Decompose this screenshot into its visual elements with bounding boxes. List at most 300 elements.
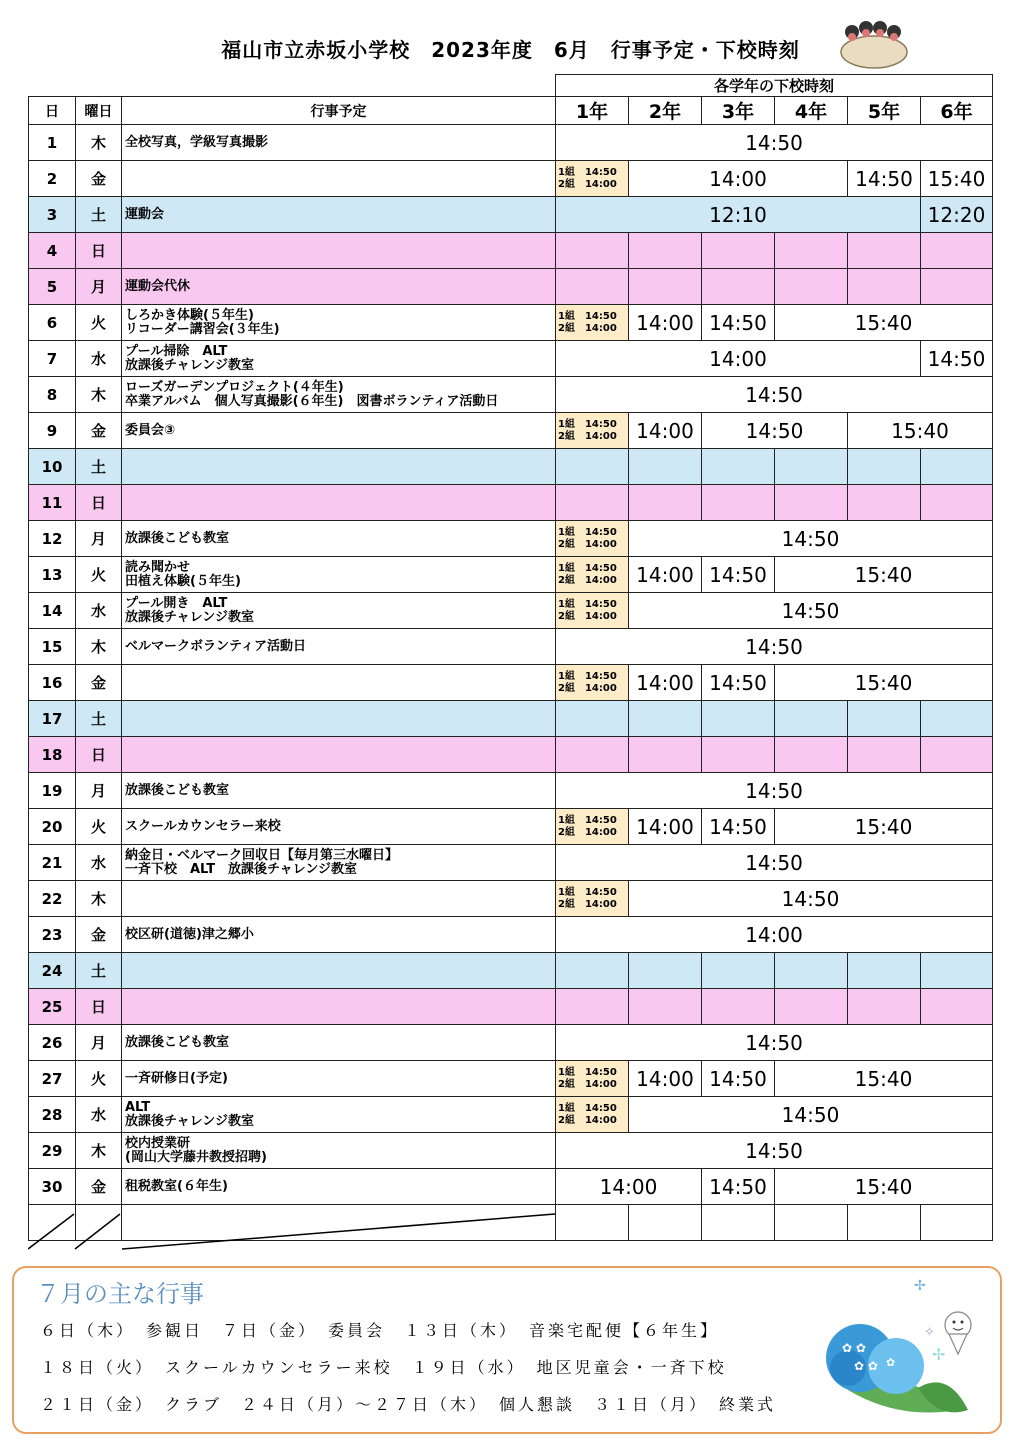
weekday-cell: 金 xyxy=(76,413,122,449)
event-line: プール開き ALT xyxy=(125,595,228,611)
event-line: 一斉下校 ALT 放課後チャレンジ教室 xyxy=(125,861,358,877)
day-cell: 16 xyxy=(29,665,76,701)
events-cell xyxy=(122,341,556,377)
time-cell-empty xyxy=(775,953,848,989)
weekday-cell: 日 xyxy=(76,737,122,773)
dismissal-time-cell: 15:40 xyxy=(775,557,993,593)
class-1-time: 1組 14:50 xyxy=(558,1066,617,1078)
table-row xyxy=(29,917,993,953)
events-cell xyxy=(122,809,556,845)
empty-cell xyxy=(556,1205,629,1241)
dismissal-time-cell: 14:50 xyxy=(629,521,993,557)
dismissal-time-cell: 14:50 xyxy=(556,377,993,413)
class-split-time-cell xyxy=(556,161,629,197)
table-row xyxy=(29,521,993,557)
day-cell: 1 xyxy=(29,125,76,161)
table-row xyxy=(29,449,993,485)
time-cell-empty xyxy=(702,233,775,269)
table-row xyxy=(29,629,993,665)
table-row xyxy=(29,953,993,989)
time-cell-empty xyxy=(775,701,848,737)
event-line: リコーダー講習会(３年生) xyxy=(125,321,280,337)
day-cell: 7 xyxy=(29,341,76,377)
weekday-cell: 水 xyxy=(76,1097,122,1133)
event-line: 放課後こども教室 xyxy=(125,530,230,546)
day-cell: 10 xyxy=(29,449,76,485)
day-cell: 21 xyxy=(29,845,76,881)
time-cell-empty xyxy=(556,233,629,269)
event-line: 全校写真，学級写真撮影 xyxy=(125,134,269,150)
july-line-3: ２１日（金） クラブ ２４日（月）～２７日（木） 個人懇談 ３１日（月） 終業式 xyxy=(40,1395,777,1414)
events-cell xyxy=(122,269,556,305)
weekday-cell: 木 xyxy=(76,881,122,917)
dismissal-time-cell: 15:40 xyxy=(775,665,993,701)
events-cell xyxy=(122,1133,556,1169)
table-row xyxy=(29,1061,993,1097)
class-1-time: 1組 14:50 xyxy=(558,166,617,178)
weekday-cell: 土 xyxy=(76,197,122,233)
dismissal-time-cell: 14:50 xyxy=(702,305,775,341)
day-cell: 3 xyxy=(29,197,76,233)
dismissal-time-cell: 14:00 xyxy=(629,161,848,197)
event-line: ベルマークボランティア活動日 xyxy=(125,638,306,654)
class-split-time-cell xyxy=(556,557,629,593)
table-row xyxy=(29,809,993,845)
events-cell xyxy=(122,1097,556,1133)
header-weekday: 曜日 xyxy=(76,97,122,125)
dismissal-time-cell: 14:00 xyxy=(629,557,702,593)
table-row xyxy=(29,881,993,917)
day-cell: 27 xyxy=(29,1061,76,1097)
events-cell xyxy=(122,737,556,773)
events-cell xyxy=(122,1169,556,1205)
time-cell-empty xyxy=(921,953,993,989)
time-cell-empty xyxy=(556,449,629,485)
time-cell-empty xyxy=(702,485,775,521)
time-cell-empty xyxy=(775,485,848,521)
dismissal-time-cell: 14:50 xyxy=(702,665,775,701)
event-line: 運動会 xyxy=(125,206,165,222)
page-title: 福山市立赤坂小学校 2023年度 6月 行事予定・下校時刻 xyxy=(221,38,800,62)
class-1-time: 1組 14:50 xyxy=(558,526,617,538)
day-cell: 13 xyxy=(29,557,76,593)
dismissal-time-cell: 15:40 xyxy=(775,305,993,341)
table-row xyxy=(29,593,993,629)
dismissal-time-cell: 14:50 xyxy=(556,1133,993,1169)
weekday-cell: 火 xyxy=(76,809,122,845)
class-2-time: 2組 14:00 xyxy=(558,1114,617,1126)
day-cell: 26 xyxy=(29,1025,76,1061)
dismissal-time-cell: 12:10 xyxy=(556,197,921,233)
events-cell xyxy=(122,881,556,917)
time-cell-empty xyxy=(702,989,775,1025)
events-cell xyxy=(122,305,556,341)
event-line: 納金日・ベルマーク回収日【毎月第三水曜日】 xyxy=(125,847,399,863)
schedule-table xyxy=(28,74,993,1241)
events-cell xyxy=(122,521,556,557)
event-line: 校内授業研 xyxy=(125,1135,191,1151)
time-cell-empty xyxy=(848,269,921,305)
class-split-time-cell xyxy=(556,521,629,557)
class-1-time: 1組 14:50 xyxy=(558,562,617,574)
dismissal-time-cell: 14:50 xyxy=(702,809,775,845)
events-cell xyxy=(122,989,556,1025)
table-row xyxy=(29,1025,993,1061)
dismissal-time-cell: 14:50 xyxy=(702,413,848,449)
events-cell xyxy=(122,593,556,629)
table-row xyxy=(29,1133,993,1169)
time-cell-empty xyxy=(629,485,702,521)
time-cell-empty xyxy=(921,737,993,773)
time-cell-empty xyxy=(556,485,629,521)
table-row xyxy=(29,1169,993,1205)
event-line: 放課後こども教室 xyxy=(125,1034,230,1050)
dismissal-time-cell: 14:00 xyxy=(629,809,702,845)
empty-cell xyxy=(702,1205,775,1241)
table-row xyxy=(29,701,993,737)
class-split-time-cell xyxy=(556,593,629,629)
table-row xyxy=(29,269,993,305)
dismissal-time-cell: 14:50 xyxy=(702,1169,775,1205)
header-blank xyxy=(29,75,556,97)
day-cell: 29 xyxy=(29,1133,76,1169)
events-cell xyxy=(122,917,556,953)
empty-cell xyxy=(775,1205,848,1241)
dismissal-time-cell: 14:00 xyxy=(629,665,702,701)
day-cell: 30 xyxy=(29,1169,76,1205)
day-cell: 8 xyxy=(29,377,76,413)
class-2-time: 2組 14:00 xyxy=(558,682,617,694)
class-2-time: 2組 14:00 xyxy=(558,1078,617,1090)
dismissal-time-cell: 12:20 xyxy=(921,197,993,233)
day-cell: 18 xyxy=(29,737,76,773)
class-1-time: 1組 14:50 xyxy=(558,418,617,430)
dismissal-time-cell: 14:00 xyxy=(629,305,702,341)
event-line: 放課後チャレンジ教室 xyxy=(125,609,254,625)
svg-text:✿ ✿: ✿ ✿ xyxy=(854,1359,878,1373)
july-title: ７月の主な行事 xyxy=(36,1280,204,1308)
dismissal-time-cell: 15:40 xyxy=(775,1061,993,1097)
class-1-time: 1組 14:50 xyxy=(558,886,617,898)
dismissal-time-cell: 14:00 xyxy=(556,917,993,953)
dismissal-time-cell: 15:40 xyxy=(921,161,993,197)
time-cell-empty xyxy=(629,269,702,305)
time-cell-empty xyxy=(921,701,993,737)
empty-cell xyxy=(848,1205,921,1241)
event-line: 読み聞かせ xyxy=(125,559,191,575)
events-cell xyxy=(122,233,556,269)
dismissal-time-cell: 14:50 xyxy=(629,881,993,917)
events-cell xyxy=(122,629,556,665)
events-cell xyxy=(122,845,556,881)
event-line: 放課後こども教室 xyxy=(125,782,230,798)
events-cell xyxy=(122,773,556,809)
events-cell xyxy=(122,701,556,737)
table-row xyxy=(29,1097,993,1133)
class-1-time: 1組 14:50 xyxy=(558,1102,617,1114)
class-split-time-cell xyxy=(556,305,629,341)
dismissal-time-cell: 14:50 xyxy=(848,161,921,197)
time-cell-empty xyxy=(629,233,702,269)
day-cell: 5 xyxy=(29,269,76,305)
day-cell: 17 xyxy=(29,701,76,737)
table-row xyxy=(29,773,993,809)
day-cell: 28 xyxy=(29,1097,76,1133)
weekday-cell: 火 xyxy=(76,1061,122,1097)
time-cell-empty xyxy=(775,269,848,305)
table-row xyxy=(29,413,993,449)
time-cell-empty xyxy=(775,737,848,773)
header-day: 日 xyxy=(29,97,76,125)
time-cell-empty xyxy=(556,701,629,737)
table-row xyxy=(29,557,993,593)
class-2-time: 2組 14:00 xyxy=(558,322,617,334)
event-line: ローズガーデンプロジェクト(４年生) xyxy=(125,379,344,395)
class-split-time-cell xyxy=(556,809,629,845)
time-cell-empty xyxy=(921,989,993,1025)
dismissal-time-cell: 15:40 xyxy=(848,413,993,449)
weekday-cell: 月 xyxy=(76,269,122,305)
events-cell xyxy=(122,1025,556,1061)
class-split-time-cell xyxy=(556,1097,629,1133)
time-cell-empty xyxy=(556,737,629,773)
time-cell-empty xyxy=(921,485,993,521)
class-1-time: 1組 14:50 xyxy=(558,814,617,826)
class-2-time: 2組 14:00 xyxy=(558,430,617,442)
events-cell xyxy=(122,1061,556,1097)
table-row xyxy=(29,233,993,269)
weekday-cell: 水 xyxy=(76,341,122,377)
event-line: 卒業アルバム 個人写真撮影(６年生) 図書ボランティア活動日 xyxy=(125,393,499,409)
day-cell: 19 xyxy=(29,773,76,809)
event-line: 放課後チャレンジ教室 xyxy=(125,357,254,373)
class-2-time: 2組 14:00 xyxy=(558,610,617,622)
empty-cell xyxy=(629,1205,702,1241)
dismissal-time-cell: 14:50 xyxy=(702,1061,775,1097)
class-1-time: 1組 14:50 xyxy=(558,670,617,682)
dismissal-time-cell: 14:50 xyxy=(702,557,775,593)
empty-cell xyxy=(921,1205,993,1241)
day-cell: 23 xyxy=(29,917,76,953)
weekday-cell: 木 xyxy=(76,125,122,161)
empty-row-slashes xyxy=(28,1213,556,1250)
table-row xyxy=(29,665,993,701)
event-line: ALT xyxy=(125,1099,151,1115)
events-cell xyxy=(122,413,556,449)
events-cell xyxy=(122,557,556,593)
time-cell-empty xyxy=(848,989,921,1025)
time-cell-empty xyxy=(921,449,993,485)
table-row xyxy=(29,989,993,1025)
class-2-time: 2組 14:00 xyxy=(558,538,617,550)
dismissal-time-cell: 14:50 xyxy=(629,1097,993,1133)
dismissal-time-cell: 14:00 xyxy=(556,341,921,377)
weekday-cell: 土 xyxy=(76,449,122,485)
dismissal-time-cell: 14:00 xyxy=(629,413,702,449)
july-line-2: １８日（火） スクールカウンセラー来校 １９日（水） 地区児童会・一斉下校 xyxy=(40,1358,727,1377)
time-cell-empty xyxy=(921,233,993,269)
events-cell xyxy=(122,161,556,197)
table-row xyxy=(29,845,993,881)
table-row xyxy=(29,341,993,377)
event-line: 校区研(道徳)津之郷小 xyxy=(125,926,254,942)
weekday-cell: 金 xyxy=(76,161,122,197)
weekday-cell: 木 xyxy=(76,377,122,413)
dismissal-time-cell: 14:50 xyxy=(556,773,993,809)
event-line: 放課後チャレンジ教室 xyxy=(125,1113,254,1129)
day-cell: 20 xyxy=(29,809,76,845)
event-line: しろかき体験(５年生) xyxy=(125,307,254,323)
time-cell-empty xyxy=(848,449,921,485)
table-row xyxy=(29,125,993,161)
weekday-cell: 金 xyxy=(76,1169,122,1205)
time-cell-empty xyxy=(702,953,775,989)
events-cell xyxy=(122,485,556,521)
svg-text:✧: ✧ xyxy=(924,1325,935,1340)
weekday-cell: 日 xyxy=(76,989,122,1025)
birds-nest-illustration xyxy=(838,12,908,72)
time-cell-empty xyxy=(629,449,702,485)
table-row xyxy=(29,197,993,233)
events-cell xyxy=(122,953,556,989)
events-cell xyxy=(122,197,556,233)
time-cell-empty xyxy=(921,269,993,305)
weekday-cell: 水 xyxy=(76,845,122,881)
day-cell: 4 xyxy=(29,233,76,269)
day-cell: 25 xyxy=(29,989,76,1025)
event-line: 委員会③ xyxy=(125,422,176,438)
weekday-cell: 月 xyxy=(76,521,122,557)
time-cell-empty xyxy=(556,953,629,989)
dismissal-time-cell: 14:50 xyxy=(629,593,993,629)
table-row xyxy=(29,161,993,197)
time-cell-empty xyxy=(848,485,921,521)
header-grade-3: 3年 xyxy=(702,97,775,125)
time-cell-empty xyxy=(556,269,629,305)
time-cell-empty xyxy=(702,269,775,305)
july-line-1: ６日（木） 参観日 ７日（金） 委員会 １３日（木） 音楽宅配便【６年生】 xyxy=(40,1321,720,1340)
time-cell-empty xyxy=(629,737,702,773)
time-cell-empty xyxy=(556,989,629,1025)
dismissal-time-cell: 15:40 xyxy=(775,1169,993,1205)
time-cell-empty xyxy=(629,989,702,1025)
weekday-cell: 土 xyxy=(76,953,122,989)
dismissal-time-cell: 15:40 xyxy=(775,809,993,845)
day-cell: 24 xyxy=(29,953,76,989)
class-2-time: 2組 14:00 xyxy=(558,826,617,838)
event-line: (岡山大学藤井教授招聘) xyxy=(125,1149,267,1165)
event-line: スクールカウンセラー来校 xyxy=(125,818,281,834)
events-cell xyxy=(122,377,556,413)
weekday-cell: 月 xyxy=(76,1025,122,1061)
class-split-time-cell xyxy=(556,881,629,917)
weekday-cell: 木 xyxy=(76,629,122,665)
header-grade-2: 2年 xyxy=(629,97,702,125)
day-cell: 6 xyxy=(29,305,76,341)
event-line: 田植え体験(５年生) xyxy=(125,573,241,589)
events-cell xyxy=(122,665,556,701)
event-line: 一斉研修日(予定) xyxy=(125,1070,228,1086)
time-cell-empty xyxy=(848,701,921,737)
time-cell-empty xyxy=(629,701,702,737)
time-cell-empty xyxy=(848,953,921,989)
class-1-time: 1組 14:50 xyxy=(558,598,617,610)
day-cell: 9 xyxy=(29,413,76,449)
time-cell-empty xyxy=(702,737,775,773)
events-cell xyxy=(122,449,556,485)
svg-text:✢: ✢ xyxy=(932,1345,946,1364)
weekday-cell: 日 xyxy=(76,485,122,521)
table-row xyxy=(29,737,993,773)
hydrangea-illustration xyxy=(808,1270,978,1430)
dismissal-time-cell: 14:50 xyxy=(556,629,993,665)
weekday-cell: 土 xyxy=(76,701,122,737)
event-line: プール掃除 ALT xyxy=(125,343,228,359)
class-split-time-cell xyxy=(556,665,629,701)
svg-text:✢: ✢ xyxy=(914,1278,926,1294)
class-2-time: 2組 14:00 xyxy=(558,178,617,190)
events-cell xyxy=(122,125,556,161)
dismissal-time-cell: 14:50 xyxy=(556,125,993,161)
header-grade-5: 5年 xyxy=(848,97,921,125)
table-row xyxy=(29,305,993,341)
time-cell-empty xyxy=(775,449,848,485)
header-grade-6: 6年 xyxy=(921,97,993,125)
weekday-cell: 月 xyxy=(76,773,122,809)
table-row xyxy=(29,377,993,413)
weekday-cell: 水 xyxy=(76,593,122,629)
class-2-time: 2組 14:00 xyxy=(558,574,617,586)
time-cell-empty xyxy=(848,737,921,773)
svg-text:✿: ✿ xyxy=(886,1356,896,1369)
day-cell: 15 xyxy=(29,629,76,665)
event-line: 租税教室(６年生) xyxy=(125,1178,228,1194)
weekday-cell: 火 xyxy=(76,557,122,593)
table-row xyxy=(29,485,993,521)
dismissal-time-cell: 14:00 xyxy=(629,1061,702,1097)
svg-text:✿ ✿: ✿ ✿ xyxy=(842,1341,866,1355)
time-cell-empty xyxy=(702,449,775,485)
time-cell-empty xyxy=(702,701,775,737)
dismissal-time-cell: 14:50 xyxy=(921,341,993,377)
class-split-time-cell xyxy=(556,413,629,449)
weekday-cell: 日 xyxy=(76,233,122,269)
header-grade-4: 4年 xyxy=(775,97,848,125)
header-events: 行事予定 xyxy=(122,97,556,125)
header-grade-1: 1年 xyxy=(556,97,629,125)
time-cell-empty xyxy=(775,233,848,269)
dismissal-time-cell: 14:50 xyxy=(556,845,993,881)
day-cell: 12 xyxy=(29,521,76,557)
header-grades-group: 各学年の下校時刻 xyxy=(556,75,993,97)
dismissal-time-cell: 14:00 xyxy=(556,1169,702,1205)
weekday-cell: 火 xyxy=(76,305,122,341)
class-split-time-cell xyxy=(556,1061,629,1097)
time-cell-empty xyxy=(848,233,921,269)
class-2-time: 2組 14:00 xyxy=(558,898,617,910)
day-cell: 14 xyxy=(29,593,76,629)
weekday-cell: 金 xyxy=(76,917,122,953)
dismissal-time-cell: 14:50 xyxy=(556,1025,993,1061)
weekday-cell: 金 xyxy=(76,665,122,701)
event-line: 運動会代休 xyxy=(125,278,191,294)
class-1-time: 1組 14:50 xyxy=(558,310,617,322)
day-cell: 22 xyxy=(29,881,76,917)
weekday-cell: 木 xyxy=(76,1133,122,1169)
time-cell-empty xyxy=(775,989,848,1025)
time-cell-empty xyxy=(629,953,702,989)
day-cell: 2 xyxy=(29,161,76,197)
